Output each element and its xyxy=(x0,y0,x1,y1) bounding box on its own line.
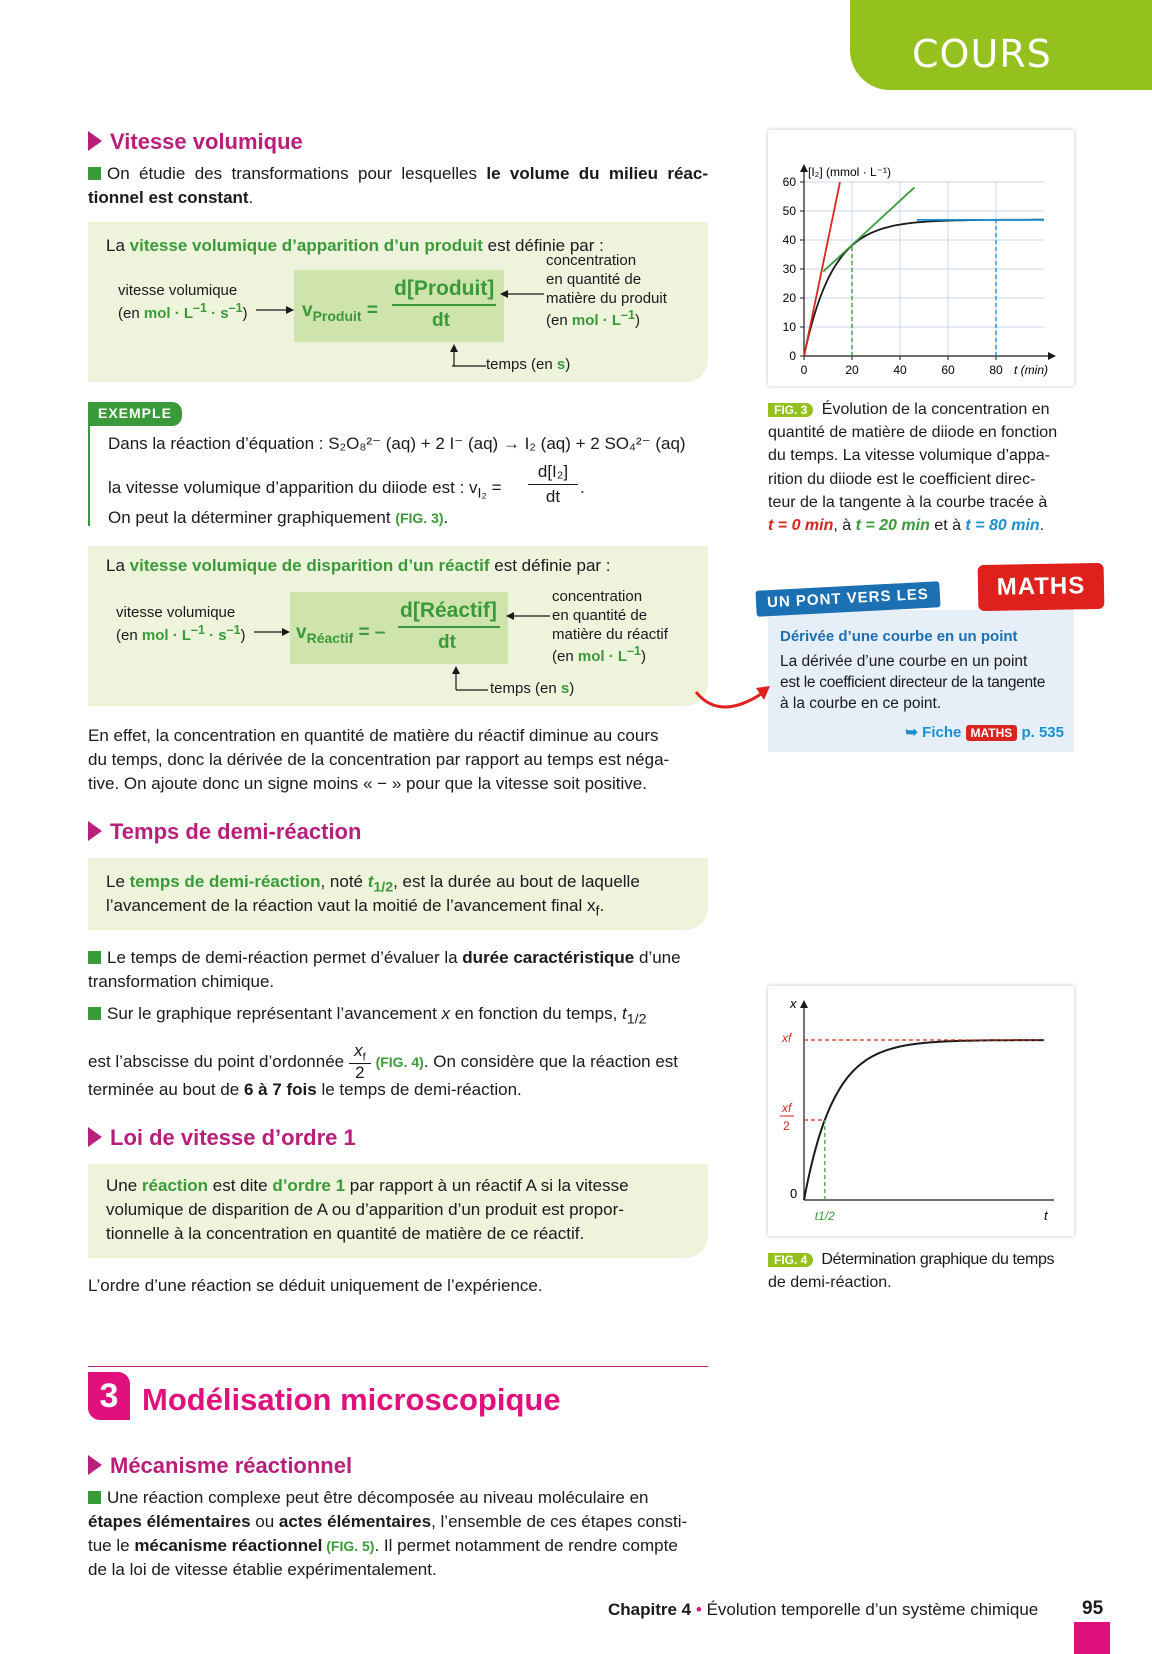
square-bullet-icon xyxy=(88,167,101,180)
y-axis-label: x xyxy=(790,996,797,1011)
maths-curved-arrow-icon xyxy=(690,672,780,722)
vitesse-volumique-title: Vitesse volumique xyxy=(88,126,303,157)
mecanisme-title: Mécanisme réactionnel xyxy=(88,1450,352,1481)
exemple-line3: On peut la déterminer graphiquement (FIG. 3). xyxy=(108,508,449,527)
reactif-numerator: d[Réactif] xyxy=(400,599,497,622)
maths-banner-left: UN PONT VERS LES xyxy=(755,581,940,617)
y-tick-label: 30 xyxy=(782,262,796,276)
xf-half-fraction: $\frac{x_f}{2}$ xyxy=(349,1042,371,1083)
x-axis-label: t (min) xyxy=(1014,363,1048,377)
y-axis-arrow xyxy=(800,1000,808,1008)
produit-definition-text: La vitesse volumique d’apparition d’un produit est définie par : xyxy=(106,236,604,255)
reactif-denominator: dt xyxy=(438,632,456,653)
produit-right-label: concentration en quantité de matière du produit (en mol · $L^{-1}$) xyxy=(546,252,667,330)
maths-fiche-link[interactable]: ➥ Fiche MATHS p. 535 xyxy=(905,724,1064,741)
demi-p2-line2: est l’abscisse du point d’ordonnée $\frac{x_f}{2}$ (FIG. 4). On considère que la réaction est xyxy=(88,1041,679,1083)
fig4-chart-box xyxy=(768,986,1074,1236)
reactif-definition-text: La vitesse volumique de disparition d’un réactif est définie par : xyxy=(106,556,611,575)
exemple-tag: EXEMPLE xyxy=(88,402,182,426)
x-tick-label: 40 xyxy=(893,363,907,377)
t-half-label: t1/2 xyxy=(814,1209,835,1223)
produit-denominator: dt xyxy=(432,310,450,331)
x-tick-label: 0 xyxy=(800,363,808,377)
ordre1-definition-text: Une réaction est dite d’ordre 1 par rapport à un réactif A si la vitesse volumique de disparition de A ou d’apparition d’un produit est propor- tionnelle à la concentration en quantité de matière de ce réactif. xyxy=(106,1176,629,1244)
produit-arrows xyxy=(88,222,708,382)
exemple-border xyxy=(88,424,90,526)
maths-box xyxy=(768,610,1074,752)
demi-p2-line1: Sur le graphique représentant l’avancement x en fonction du temps, $t_{1/2}$ xyxy=(88,1002,708,1030)
y-tick-label: 20 xyxy=(782,291,796,305)
section3-rule xyxy=(88,1366,708,1367)
ordre1-note: L’ordre d’une réaction se déduit uniquement de l’expérience. xyxy=(88,1276,543,1295)
demi-p2-line3: terminée au bout de 6 à 7 fois le temps de demi-réaction. xyxy=(88,1080,522,1099)
x-axis-arrow xyxy=(1048,352,1056,360)
avancement-curve xyxy=(804,1040,1044,1200)
square-bullet-icon xyxy=(88,1007,101,1020)
fig3-chart xyxy=(768,130,1074,386)
exemple-line2: la vitesse volumique d’apparition du diiode est : $v_{I_2}$ = xyxy=(108,478,502,502)
y-tick-label: 60 xyxy=(782,175,796,189)
reactif-formula: $v_{Réactif}$ = – d[Réactif] dt xyxy=(290,592,508,664)
fig3-caption: FIG. 3 Évolution de la concentration en quantité de matière de diiode en fonction du temps. La vitesse volumique d’appa- rition du diiode est le coefficient direc- teur de la tangente à la courbe tracée à t = 0 min, à t = 20 min et à t = 80 min. xyxy=(768,401,1058,534)
section3-number: 3 xyxy=(88,1372,130,1420)
y-tick-label: 0 xyxy=(789,349,796,363)
reactif-left-label: vitesse volumique (en mol · $L^{-1} \cdot s^{-1}$) xyxy=(116,604,246,644)
demi-def-line2: l’avancement de la réaction vaut la moitié de l’avancement final $x_f$. xyxy=(106,896,605,920)
fig4-chart xyxy=(768,986,1074,1236)
exemple-fraction: d[I₂] dt xyxy=(528,460,578,509)
x-tick-label: 60 xyxy=(941,363,955,377)
produit-definition-box xyxy=(88,222,708,382)
mecanisme-paragraph: Une réaction complexe peut être décomposée au niveau moléculaire en étapes élémentaires ou actes élémentaires, l’ensemble de ces étapes consti- tue le mécanisme réactionnel (FIG. 5). Il permet notamment de rendre compte de la loi de vitesse établie expérimentalement. xyxy=(88,1488,688,1580)
produit-left-label: vitesse volumique (en mol · $L^{-1} \cdot s^{-1}$) xyxy=(118,282,248,322)
reactif-right-label: concentration en quantité de matière du réactif (en mol · $L^{-1}$) xyxy=(552,588,668,666)
ordre1-title: Loi de vitesse d’ordre 1 xyxy=(88,1122,356,1153)
produit-numerator: d[Produit] xyxy=(394,277,495,300)
xf-half-num: xf xyxy=(782,1101,792,1115)
produit-formula: $v_{Produit}$ = d[Produit] dt xyxy=(294,270,504,342)
demi-reaction-definition-box xyxy=(88,858,708,930)
y-tick-label: 10 xyxy=(782,320,796,334)
triangle-bullet-icon xyxy=(88,131,102,151)
triangle-bullet-icon xyxy=(88,1455,102,1475)
x-axis-label: t xyxy=(1044,1208,1048,1223)
triangle-bullet-icon xyxy=(88,1127,102,1147)
square-bullet-icon xyxy=(88,951,101,964)
exemple-line1: Dans la réaction d’équation : S₂O₈²⁻ (aq) + 2 I⁻ (aq) → I₂ (aq) + 2 SO₄²⁻ (aq) xyxy=(108,434,686,453)
cours-tab xyxy=(850,0,1152,90)
reactif-time-label: temps (en s) xyxy=(490,680,575,697)
cours-label: COURS xyxy=(912,32,1052,76)
triangle-bullet-icon xyxy=(88,821,102,841)
reactif-arrows xyxy=(88,546,708,706)
page-number: 95 xyxy=(1082,1598,1104,1619)
footer-marker xyxy=(1074,1622,1110,1654)
produit-time-label: temps (en s) xyxy=(486,356,571,373)
vitesse-intro: On étudie des transformations pour lesquelles le volume du milieu réac-tionnel est constant. xyxy=(88,164,709,208)
fig3-chart-box xyxy=(768,130,1074,386)
maths-title: Dérivée d’une courbe en un point xyxy=(780,628,1018,645)
reactif-definition-box xyxy=(88,546,708,706)
y-tick-label: 50 xyxy=(782,204,796,218)
footer: Chapitre 4 • Évolution temporelle d’un système chimique xyxy=(608,1600,1039,1619)
explain-paragraph: En effet, la concentration en quantité de matière du réactif diminue au cours du temps, donc la dérivée de la concentration par rapport au temps est néga- tive. On ajoute donc un signe moins « − » pour que la vitesse soit positive. xyxy=(88,726,670,794)
square-bullet-icon xyxy=(88,1491,101,1504)
y-axis-arrow xyxy=(800,164,808,172)
xf-half-den: 2 xyxy=(783,1119,790,1133)
x-tick-label: 20 xyxy=(845,363,859,377)
y-tick-label: 40 xyxy=(782,233,796,247)
section3-title: Modélisation microscopique xyxy=(142,1382,561,1417)
x-tick-label: 80 xyxy=(989,363,1003,377)
fig4-caption: FIG. 4 Détermination graphique du temps de demi-réaction. xyxy=(768,1251,1055,1292)
y-axis-label: [I₂] (mmol · L⁻¹) xyxy=(808,165,891,179)
demi-p1: Le temps de demi-réaction permet d’évaluer la durée caractéristique d’une transformation chimique. xyxy=(88,948,681,992)
maths-banner-right: MATHS xyxy=(978,563,1105,611)
demi-reaction-title: Temps de demi-réaction xyxy=(88,816,361,847)
maths-text: La dérivée d’une courbe en un point est le coefficient directeur de la tangente à la courbe en ce point. xyxy=(780,653,1046,712)
demi-def-line1: Le temps de demi-réaction, noté $t_{1/2}$, est la durée au bout de laquelle xyxy=(106,872,640,896)
xf-label: xf xyxy=(782,1031,792,1045)
ordre1-definition-box xyxy=(88,1164,708,1258)
origin-label: 0 xyxy=(790,1186,798,1201)
